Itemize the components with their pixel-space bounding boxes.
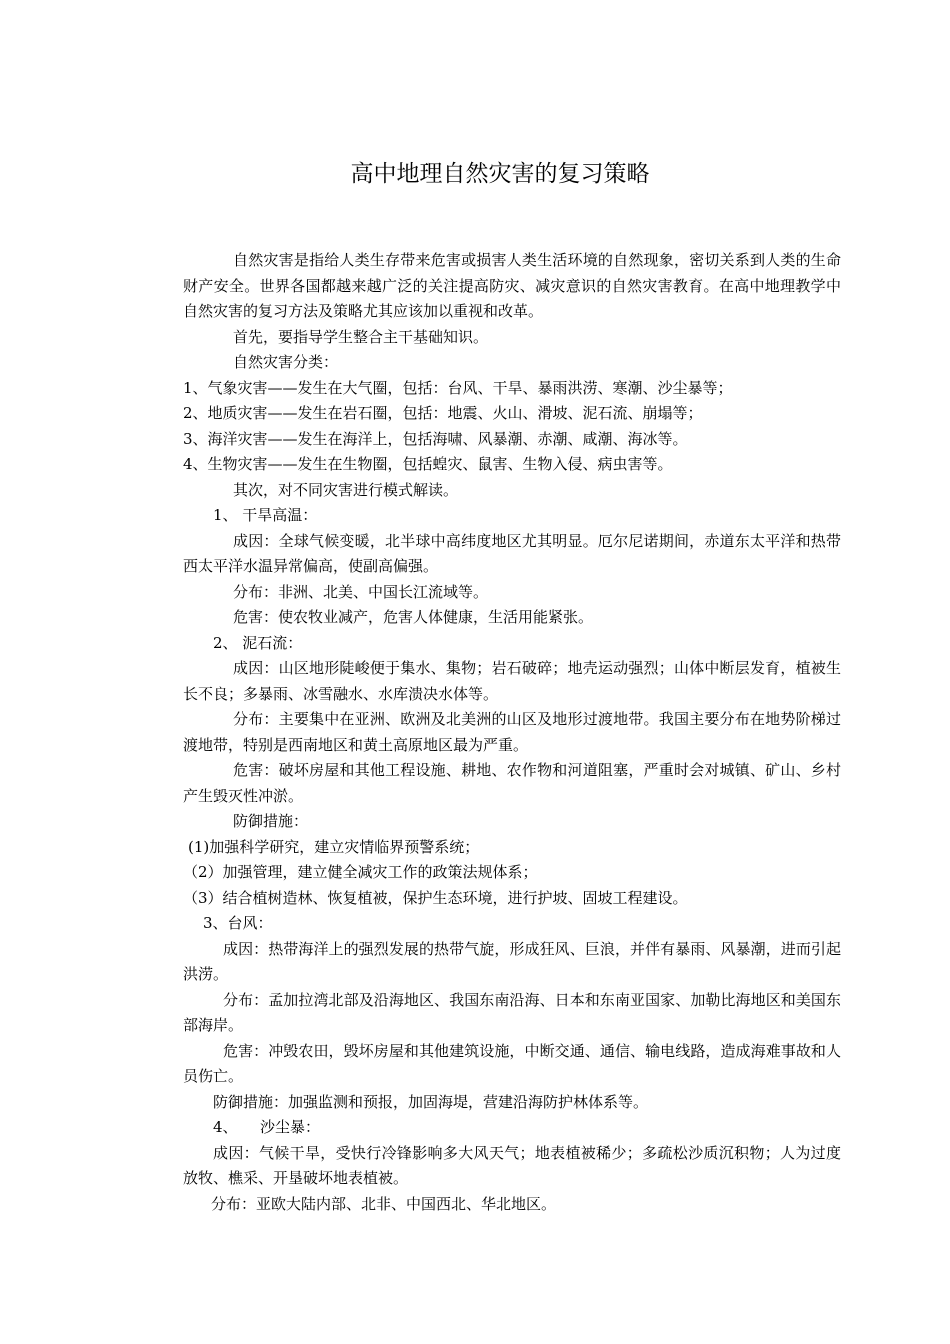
classification-heading: 自然灾害分类： (233, 353, 339, 371)
sandstorm-heading: 4、 沙尘暴： (213, 1118, 321, 1136)
classification-item-2: 2、地质灾害——发生在岩石圈，包括：地震、火山、滑坡、泥石流、崩塌等； (183, 404, 703, 422)
defense-item-1: (1)加强科学研究，建立灾情临界预警系统； (188, 837, 480, 856)
debris-flow-distribution: 分布：主要集中在亚洲、欧洲及北美洲的山区及地形过渡地带。我国主要分布在地势阶梯过渡地带，特别是西南地区和黄土高原地区最为严重。 (183, 710, 841, 754)
drought-harm: 危害：使农牧业减产，危害人体健康，生活用能紧张。 (233, 608, 594, 626)
sandstorm-cause: 成因：气候干旱，受快行冷锋影响多大风天气；地表植被稀少；多疏松沙质沉积物；人为过度放牧、樵采、开垦破坏地表植被。 (183, 1143, 841, 1187)
typhoon-harm: 危害：冲毁农田，毁坏房屋和其他建筑设施，中断交通、通信、输电线路，造成海难事故和人员伤亡。 (183, 1041, 841, 1085)
section-first: 首先，要指导学生整合主干基础知识。 (233, 327, 489, 346)
classification-item-1: 1、气象灾害——发生在大气圈，包括：台风、干旱、暴雨洪涝、寒潮、沙尘暴等； (183, 378, 733, 397)
classification-item-3: 3、海洋灾害——发生在海洋上，包括海啸、风暴潮、赤潮、咸潮、海冰等。 (183, 429, 688, 448)
drought-heading: 1、 干旱高温： (213, 506, 318, 524)
typhoon-defense: 防御措施：加强监测和预报，加固海堤，营建沿海防护林体系等。 (213, 1092, 649, 1111)
classification-item-4: 4、生物灾害——发生在生物圈，包括蝗灾、鼠害、生物入侵、病虫害等。 (183, 455, 673, 473)
document-title: 高中地理自然灾害的复习策略 (350, 161, 650, 187)
drought-cause: 成因：全球气候变暖，北半球中高纬度地区尤其明显。厄尔尼诺期间，赤道东太平洋和热带西太平洋水温异常偏高，使副高偏强。 (183, 531, 841, 575)
debris-flow-defense-heading: 防御措施： (233, 812, 309, 830)
section-second: 其次，对不同灾害进行模式解读。 (233, 480, 459, 499)
intro-paragraph: 自然灾害是指给人类生存带来危害或损害人类生活环境的自然现象，密切关系到人类的生命财产安全。世界各国都越来越广泛的关注提高防灾、减灾意识的自然灾害教育。在高中地理教学中自然灾害的复习方法及策略尤其应该加以重视和改革。 (183, 251, 841, 320)
debris-flow-harm: 危害：破坏房屋和其他工程设施、耕地、农作物和河道阻塞，严重时会对城镇、矿山、乡村产生毁灭性冲淤。 (183, 761, 841, 805)
debris-flow-cause: 成因：山区地形陡峻便于集水、集物；岩石破碎；地壳运动强烈；山体中断层发育，植被生长不良；多暴雨、冰雪融水、水库溃决水体等。 (183, 659, 841, 703)
typhoon-heading: 3、台风： (203, 914, 273, 932)
debris-flow-heading: 2、 泥石流： (213, 633, 303, 652)
sandstorm-distribution: 分布：亚欧大陆内部、北非、中国西北、华北地区。 (211, 1194, 557, 1213)
document-body (183, 248, 841, 1217)
drought-distribution: 分布：非洲、北美、中国长江流域等。 (233, 582, 489, 601)
typhoon-distribution: 分布：孟加拉湾北部及沿海地区、我国东南沿海、日本和东南亚国家、加勒比海地区和美国东部海岸。 (183, 990, 841, 1034)
defense-item-3: （3）结合植树造林、恢复植被，保护生态环境，进行护坡、固坡工程建设。 (183, 888, 688, 907)
defense-item-2: （2）加强管理，建立健全减灾工作的政策法规体系； (183, 863, 538, 881)
typhoon-cause: 成因：热带海洋上的强烈发展的热带气旋，形成狂风、巨浪，并伴有暴雨、风暴潮，进而引起洪涝。 (183, 939, 841, 983)
